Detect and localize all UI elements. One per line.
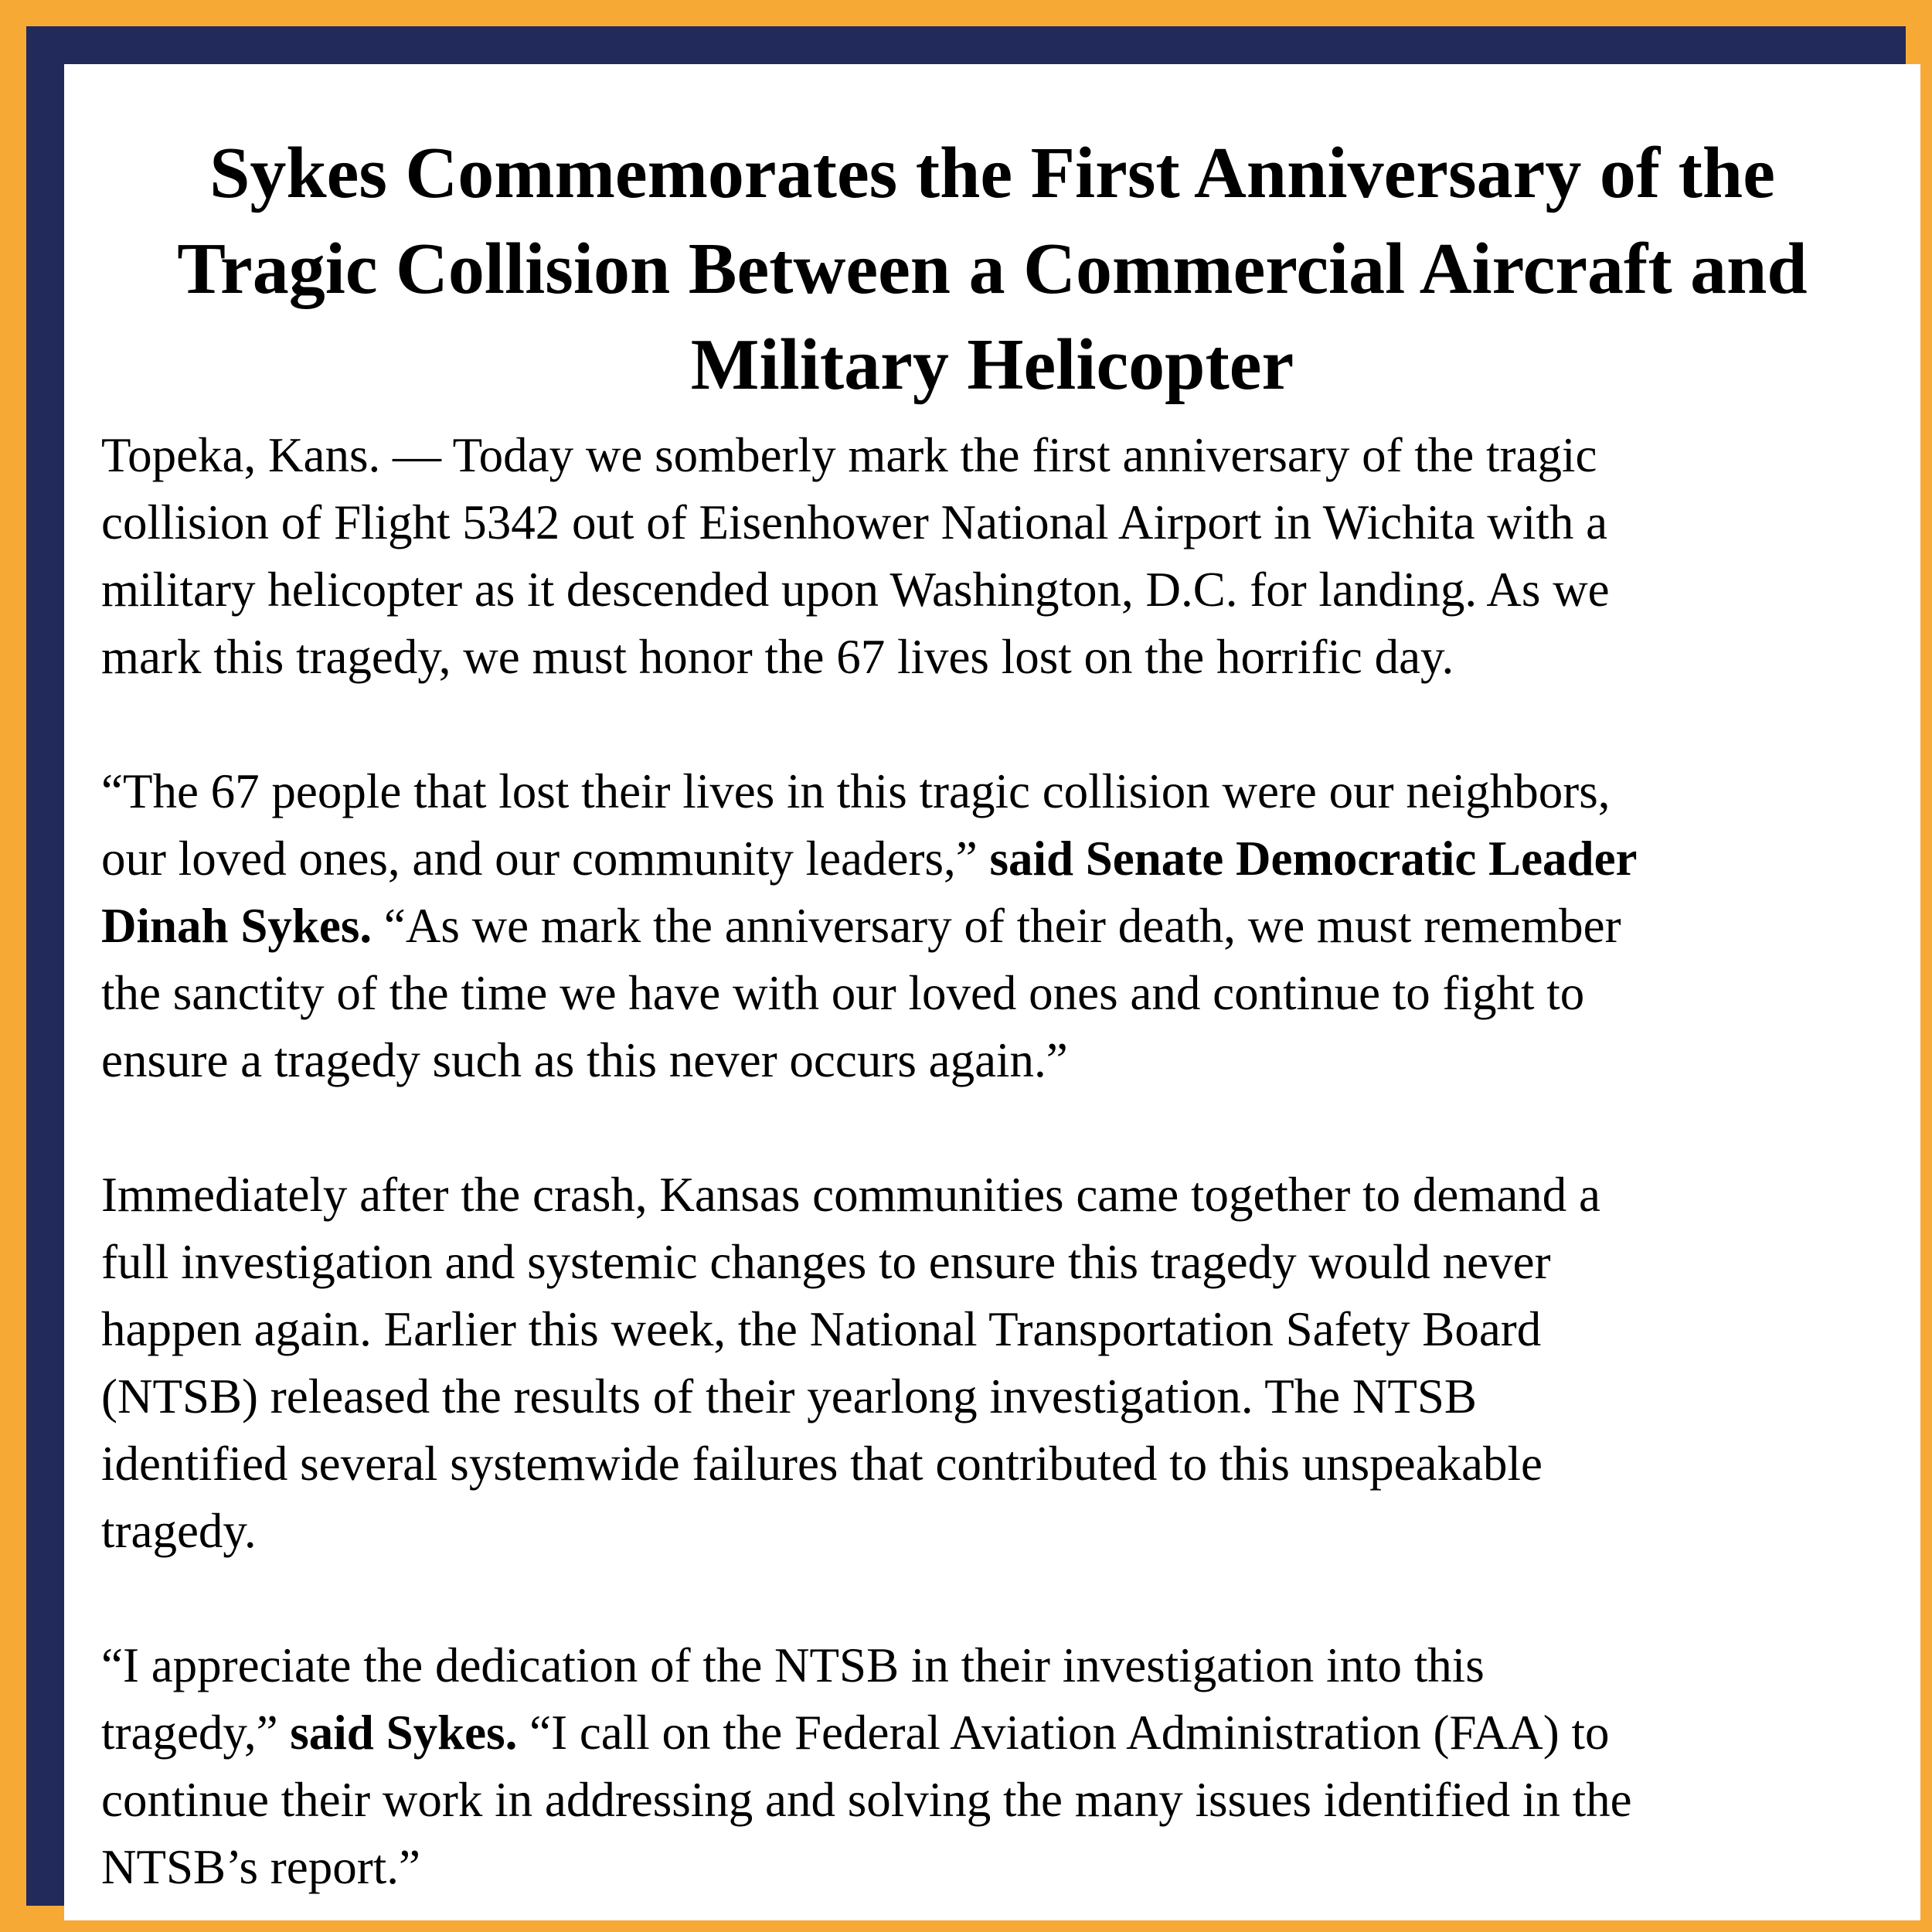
quote-2-attribution: said Sykes. xyxy=(290,1706,518,1760)
paragraph-quote-2 xyxy=(101,1632,1883,1901)
quote-1-attribution: said Senate Democratic Leader Dinah Sykes. xyxy=(101,832,1638,953)
title-spacer xyxy=(101,413,1883,422)
press-release-title: Sykes Commemorates the First Anniversary of the Tragic Collision Between a Commercial Aircraft and Military Helicopter xyxy=(177,133,1808,405)
quote-2-text-before: “I appreciate the dedication of the NTSB in their investigation into this tragedy,” xyxy=(101,1638,1485,1760)
paragraph-spacer xyxy=(101,1565,1883,1632)
paragraph-dateline: Topeka, Kans. — Today we somberly mark the first anniversary of the tragic collision of Flight 5342 out of Eisenhower National Airport in Wichita with a military helicopter as it descended upon Washington, D.C. for landing. As we mark this tragedy, we must honor the 67 lives lost on the horrific day. xyxy=(101,428,1610,684)
quote-1-text-before: “The 67 people that lost their lives in this tragic collision were our neighbors, our loved ones, and our community leaders,” xyxy=(101,764,1611,886)
quote-1-text-after: “As we mark the anniversary of their death, we must remember the sanctity of the time we have with our loved ones and continue to fight to ensure a tragedy such as this never occurs again.” xyxy=(101,899,1621,1087)
press-release-card xyxy=(64,64,1920,1920)
paragraph-spacer xyxy=(101,691,1883,758)
paragraph-quote-1 xyxy=(101,758,1883,1094)
navy-border xyxy=(26,26,1906,1906)
paragraph-investigation: Immediately after the crash, Kansas communities came together to demand a full investigation and systemic changes to ensure this tragedy would never happen again. Earlier this week, the National Transportation Safety Board (NTSB) released the results of their yearlong investigation. The NTSB identified several systemwide failures that contributed to this unspeakable tragedy. xyxy=(101,1168,1601,1558)
quote-2-text-after: “I call on the Federal Aviation Administration (FAA) to continue their work in addressing and solving the many issues identified in the NTSB’s report.” xyxy=(101,1706,1632,1894)
paragraph-spacer xyxy=(101,1094,1883,1162)
